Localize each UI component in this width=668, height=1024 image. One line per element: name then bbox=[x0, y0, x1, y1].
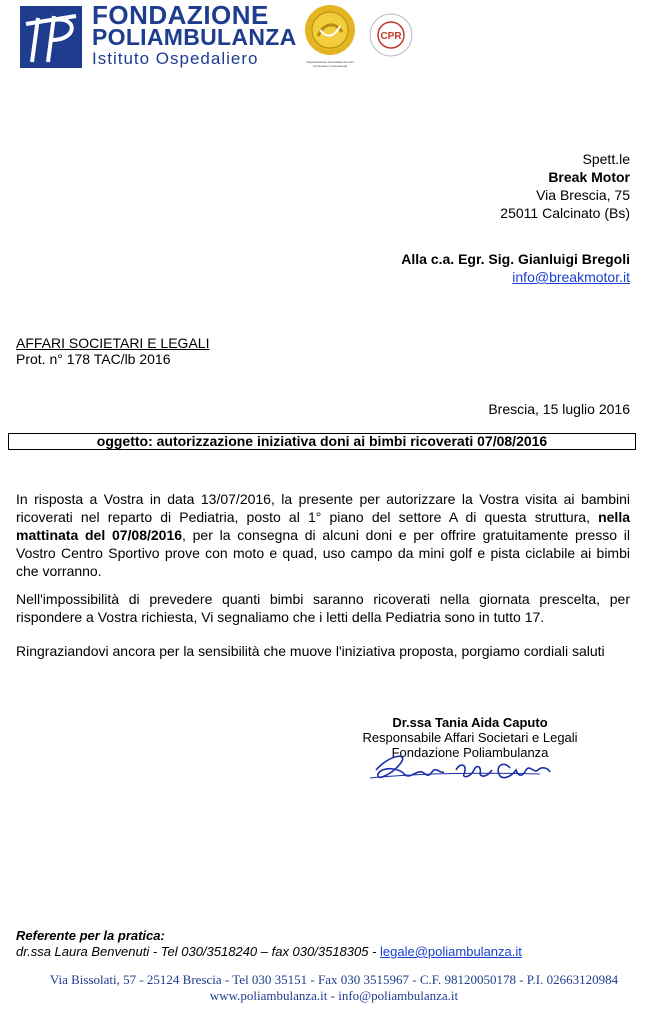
subject-line: oggetto: autorizzazione iniziativa doni ai bimbi ricoverati 07/08/2016 bbox=[8, 433, 636, 450]
logo-subtitle: Istituto Ospedaliero bbox=[92, 49, 259, 68]
handwritten-signature-icon bbox=[370, 748, 570, 793]
footer-address: Via Bissolati, 57 - 25124 Brescia - Tel 030 35151 - Fax 030 3515967 - C.F. 98120050178 - P.I. 02663120984 bbox=[49, 972, 619, 987]
cpr-seal-icon bbox=[368, 12, 414, 63]
referent-line bbox=[16, 944, 522, 959]
body-paragraph-3: Ringraziandovi ancora per la sensibilità che muove l'iniziativa proposta, porgiamo cordiali saluti bbox=[16, 643, 605, 659]
recipient-city: 25011 Calcinato (Bs) bbox=[500, 205, 630, 221]
referent-details: dr.ssa Laura Benvenuti - Tel 030/3518240 – fax 030/3518305 - bbox=[16, 944, 381, 959]
signature-role: Responsabile Affari Societari e Legali bbox=[362, 730, 578, 745]
body-p1-text: In risposta a Vostra in data 13/07/2016, la presente per autorizzare la Vostra visita ai bambini ricoverati nel reparto di Pediatria, posto al 1° piano del settore A di questa struttura, bbox=[16, 491, 630, 525]
signature-name: Dr.ssa Tania Aida Caputo bbox=[392, 715, 548, 730]
seal-caption: Organizzazione Accreditata da Joint Commission International bbox=[306, 60, 354, 68]
recipient-street: Via Brescia, 75 bbox=[536, 187, 630, 203]
body-paragraph-2: Nell'impossibilità di prevedere quanti bimbi saranno ricoverati nella giornata prescelta, per rispondere a Vostra richiesta, Vi segnaliamo che i letti della Pediatria sono in tutto 17. bbox=[16, 591, 630, 625]
recipient-email-link[interactable]: info@breakmotor.it bbox=[512, 269, 630, 285]
logo-title-line1: FONDAZIONE bbox=[92, 0, 269, 30]
signature-org: Fondazione Poliambulanza bbox=[391, 745, 549, 760]
recipient-attention: Alla c.a. Egr. Sig. Gianluigi Bregoli bbox=[401, 251, 630, 267]
body-p1-bold-date: nella mattinata del 07/08/2016 bbox=[16, 509, 630, 543]
cpr-label: CPR bbox=[380, 31, 402, 42]
recipient-salutation: Spett.le bbox=[582, 151, 630, 167]
jci-seal-icon bbox=[304, 4, 356, 63]
referent-email-link[interactable]: legale@poliambulanza.it bbox=[380, 944, 522, 959]
body-p1-text-end: , per la consegna di alcuni doni e per offrire gratuitamente presso il Vostro Centro Sportivo prove con moto e quad, uso campo da mini golf e pista ciclabile ai bimbi che vorranno. bbox=[16, 527, 630, 579]
fondazione-logo-icon bbox=[20, 6, 82, 68]
protocol-number: Prot. n° 178 TAC/lb 2016 bbox=[16, 351, 171, 367]
footer-web-contacts: www.poliambulanza.it - info@poliambulanza.it bbox=[209, 988, 459, 1003]
place-date: Brescia, 15 luglio 2016 bbox=[488, 401, 630, 417]
referent-label: Referente per la pratica: bbox=[16, 928, 165, 943]
department-heading: AFFARI SOCIETARI E LEGALI bbox=[16, 335, 210, 351]
body-paragraph-1 bbox=[16, 490, 630, 580]
recipient-company: Break Motor bbox=[548, 169, 630, 185]
logo-title-line2: POLIAMBULANZA bbox=[92, 24, 297, 50]
